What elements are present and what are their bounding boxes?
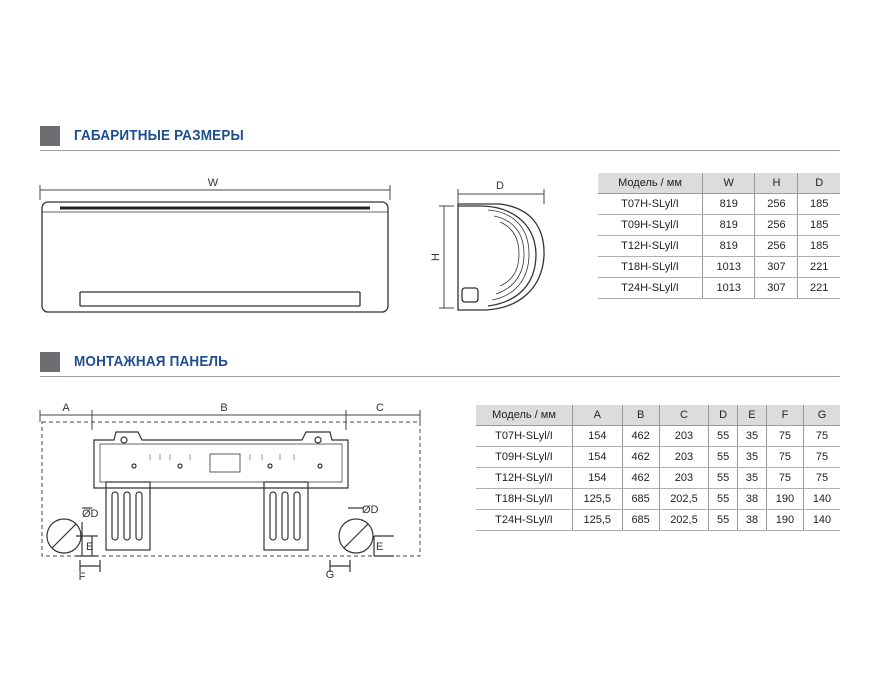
table-cell: 55 xyxy=(709,447,738,468)
table-cell: T18H-SLyl/I xyxy=(476,489,573,510)
table-cell: 38 xyxy=(738,489,767,510)
table-cell: 154 xyxy=(573,426,623,447)
table-cell: 221 xyxy=(798,278,840,299)
dimensions-diagram xyxy=(30,170,570,330)
table-cell: 154 xyxy=(573,468,623,489)
column-header: H xyxy=(755,173,798,194)
label-d-left: ØD xyxy=(82,508,99,520)
column-header: A xyxy=(573,405,623,426)
section-marker xyxy=(40,126,60,146)
table-row xyxy=(476,426,840,447)
table-row xyxy=(598,194,840,215)
table-cell: T07H-SLyl/I xyxy=(476,426,573,447)
table-cell: 307 xyxy=(755,257,798,278)
label-c: C xyxy=(376,402,384,414)
table-cell: 35 xyxy=(738,447,767,468)
table-cell: 462 xyxy=(622,468,659,489)
table-cell: 462 xyxy=(622,426,659,447)
table-row xyxy=(476,447,840,468)
section-divider xyxy=(40,150,840,151)
table-cell: T24H-SLyl/I xyxy=(476,510,573,531)
column-header: B xyxy=(622,405,659,426)
table-cell: 140 xyxy=(804,510,841,531)
table-cell: 55 xyxy=(709,510,738,531)
label-w: W xyxy=(207,177,219,189)
table-cell: 75 xyxy=(766,426,803,447)
column-header: E xyxy=(738,405,767,426)
table-cell: 185 xyxy=(798,194,840,215)
table-cell: 75 xyxy=(766,447,803,468)
column-header: F xyxy=(766,405,803,426)
table-row xyxy=(476,510,840,531)
table-cell: 75 xyxy=(804,426,841,447)
table-row xyxy=(598,215,840,236)
table-cell: 819 xyxy=(703,194,755,215)
label-e-right: E xyxy=(376,541,384,553)
dimensions-table xyxy=(598,173,840,299)
table-row xyxy=(476,489,840,510)
table-cell: 256 xyxy=(755,236,798,257)
column-header: W xyxy=(703,173,755,194)
label-g: G xyxy=(325,569,335,581)
section-title-dimensions: ГАБАРИТНЫЕ РАЗМЕРЫ xyxy=(74,127,244,144)
label-h: H xyxy=(430,253,442,261)
column-header: Модель / мм xyxy=(476,405,573,426)
table-row xyxy=(476,468,840,489)
table-cell: 185 xyxy=(798,215,840,236)
table-cell: 256 xyxy=(755,215,798,236)
column-header: Модель / мм xyxy=(598,173,703,194)
table-cell: 190 xyxy=(766,489,803,510)
section-header-dimensions xyxy=(40,124,840,148)
table-cell: 185 xyxy=(798,236,840,257)
mounting-panel-diagram xyxy=(30,396,440,586)
column-header: C xyxy=(659,405,709,426)
table-cell: 75 xyxy=(804,447,841,468)
table-cell: 55 xyxy=(709,426,738,447)
table-cell: 75 xyxy=(804,468,841,489)
column-header: D xyxy=(798,173,840,194)
section-divider xyxy=(40,376,840,377)
table-cell: 685 xyxy=(622,510,659,531)
table-cell: 190 xyxy=(766,510,803,531)
mounting-table xyxy=(476,405,840,531)
table-cell: 202,5 xyxy=(659,489,709,510)
table-cell: 256 xyxy=(755,194,798,215)
table-header-row xyxy=(476,405,840,426)
label-e-left: E xyxy=(86,541,94,553)
table-cell: 685 xyxy=(622,489,659,510)
table-cell: 203 xyxy=(659,426,709,447)
column-header: G xyxy=(804,405,841,426)
table-cell: 819 xyxy=(703,215,755,236)
table-cell: 125,5 xyxy=(573,510,623,531)
table-header-row xyxy=(598,173,840,194)
table-row xyxy=(598,257,840,278)
table-cell: 221 xyxy=(798,257,840,278)
section-marker xyxy=(40,352,60,372)
table-cell: T12H-SLyl/I xyxy=(598,236,703,257)
table-cell: 35 xyxy=(738,468,767,489)
section-title-mounting: МОНТАЖНАЯ ПАНЕЛЬ xyxy=(74,353,229,370)
label-f: F xyxy=(78,571,86,583)
table-cell: 462 xyxy=(622,447,659,468)
column-header: D xyxy=(709,405,738,426)
section-header-mounting xyxy=(40,350,840,374)
table-cell: 125,5 xyxy=(573,489,623,510)
table-cell: T12H-SLyl/I xyxy=(476,468,573,489)
table-cell: 55 xyxy=(709,489,738,510)
table-cell: 203 xyxy=(659,447,709,468)
table-cell: 38 xyxy=(738,510,767,531)
table-cell: 35 xyxy=(738,426,767,447)
table-cell: T24H-SLyl/I xyxy=(598,278,703,299)
label-d-right: ØD xyxy=(362,504,379,516)
table-cell: T07H-SLyl/I xyxy=(598,194,703,215)
table-row xyxy=(598,236,840,257)
table-cell: 1013 xyxy=(703,278,755,299)
table-cell: 140 xyxy=(804,489,841,510)
table-cell: T18H-SLyl/I xyxy=(598,257,703,278)
label-a: A xyxy=(62,402,70,414)
table-cell: T09H-SLyl/I xyxy=(598,215,703,236)
table-cell: 307 xyxy=(755,278,798,299)
table-cell: 154 xyxy=(573,447,623,468)
table-row xyxy=(598,278,840,299)
label-d: D xyxy=(496,180,504,192)
table-cell: 203 xyxy=(659,468,709,489)
table-cell: 819 xyxy=(703,236,755,257)
table-cell: 202,5 xyxy=(659,510,709,531)
table-cell: 1013 xyxy=(703,257,755,278)
table-cell: 55 xyxy=(709,468,738,489)
table-cell: T09H-SLyl/I xyxy=(476,447,573,468)
label-b: B xyxy=(220,402,228,414)
table-cell: 75 xyxy=(766,468,803,489)
